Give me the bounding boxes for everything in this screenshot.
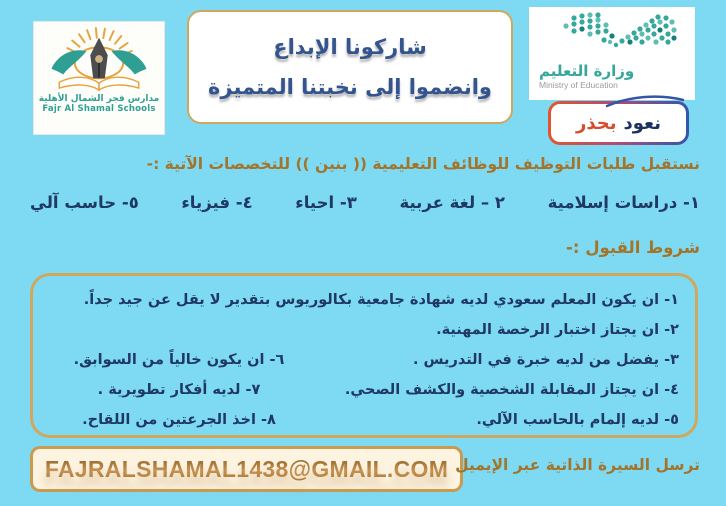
specializations-row bbox=[30, 193, 700, 212]
specialization-biology: ٣- احياء bbox=[295, 193, 357, 212]
specialization-arabic-language: ٢ – لغة عربية bbox=[399, 193, 505, 212]
ministry-emblem-icon bbox=[542, 11, 682, 63]
badge-word-1: نعود bbox=[623, 112, 661, 134]
school-name-arabic: مدارس فجر الشمال الأهلية bbox=[38, 94, 160, 104]
conditions-heading: شروط القبول :- bbox=[566, 238, 700, 257]
email-address: FAJRALSHAMAL1438@GMAIL.COM bbox=[44, 455, 449, 482]
condition-1: ١- ان يكون المعلم سعودي لديه شهادة جامعية بكالوريوس بتقدير لا يقل عن جيد جداً. bbox=[83, 292, 679, 308]
specialization-physics: ٤- فيزياء bbox=[181, 193, 253, 212]
ministry-name-english: Ministry of Education bbox=[539, 80, 618, 90]
condition-7: ٧- لديه أفكار تطويرية . bbox=[97, 382, 261, 398]
slogan-line-2: وانضموا إلى نخبتنا المتميزة bbox=[207, 75, 492, 99]
slogan-line-1: شاركونا الإبداع bbox=[273, 35, 427, 59]
conditions-grid bbox=[49, 315, 679, 435]
sun-pen-hands-book-icon bbox=[36, 22, 162, 96]
ministry-logo bbox=[529, 7, 695, 100]
footer-note: ترسل السيرة الذاتية عبر الإيميل bbox=[455, 456, 700, 474]
school-name-english: Fajr Al Shamal Schools bbox=[42, 104, 156, 114]
condition-6: ٦- ان يكون خالياً من السوابق. bbox=[73, 352, 285, 368]
email-box bbox=[30, 446, 463, 492]
condition-2: ٢- ان يجتاز اختبار الرخصة المهنية. bbox=[436, 322, 679, 338]
return-with-caution-badge bbox=[548, 101, 689, 145]
specialization-computer: ٥- حاسب آلي bbox=[30, 193, 139, 212]
ministry-name-arabic: وزارة التعليم bbox=[539, 62, 635, 80]
condition-3: ٣- يفضل من لديه خبرة في التدريس . bbox=[412, 352, 679, 368]
school-logo bbox=[34, 22, 164, 134]
intro-line: نستقبل طلبات التوظيف للوظائف التعليمية (( بنين )) للتخصصات الآتية :- bbox=[146, 155, 700, 173]
condition-8: ٨- اخذ الجرعتين من اللقاح. bbox=[82, 412, 276, 428]
badge-word-2: بحذر bbox=[576, 112, 617, 134]
badge-text bbox=[551, 104, 686, 142]
condition-4: ٤- ان يجتاز المقابلة الشخصية والكشف الصحي. bbox=[344, 382, 679, 398]
specialization-islamic-studies: ١- دراسات إسلامية bbox=[547, 193, 700, 212]
conditions-box bbox=[30, 273, 698, 438]
condition-5: ٥- لديه إلمام بالحاسب الآلي. bbox=[476, 412, 679, 428]
conditions-grid-spacer bbox=[49, 315, 309, 345]
caution-swoosh-icon bbox=[605, 94, 687, 108]
slogan-box bbox=[187, 10, 513, 124]
